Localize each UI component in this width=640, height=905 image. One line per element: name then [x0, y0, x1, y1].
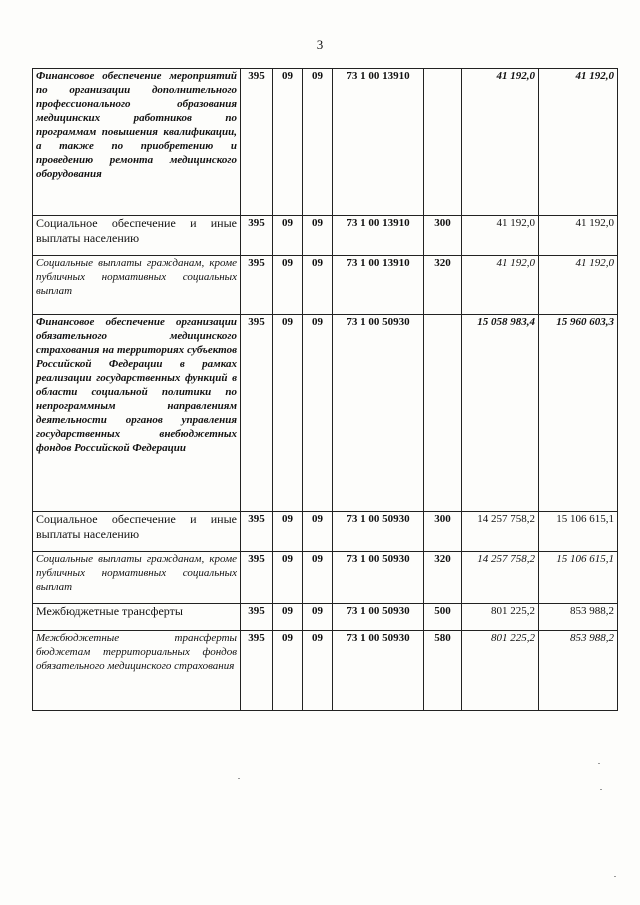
budget-table [32, 68, 618, 711]
target-article-code: 73 1 00 13910 [333, 216, 424, 256]
section-code: 09 [273, 69, 303, 216]
amount-year-2: 15 106 615,1 [539, 512, 618, 552]
amount-year-2: 853 988,2 [539, 604, 618, 631]
table-row [33, 216, 618, 256]
row-name: Финансовое обеспечение мероприятий по организации дополнительного профессионального образования медицинских работников по программам повышения квалификации, а также по приобретению и проведению ремонта медицинского оборудования [33, 69, 241, 216]
ministry-code: 395 [241, 631, 273, 711]
amount-year-1: 14 257 758,2 [462, 552, 539, 604]
target-article-code: 73 1 00 50930 [333, 512, 424, 552]
expense-type-code: 320 [424, 256, 462, 315]
section-code: 09 [273, 256, 303, 315]
amount-year-2: 15 106 615,1 [539, 552, 618, 604]
table-row [33, 631, 618, 711]
row-name: Социальное обеспечение и иные выплаты населению [33, 216, 241, 256]
subsection-code: 09 [303, 315, 333, 512]
table-row [33, 256, 618, 315]
row-name: Финансовое обеспечение организации обязательного медицинского страхования на территориях субъектов Российской Федерации в рамках реализации государственных функций в области социальной политики по непрограммным направлениям деятельности органов управления государственных внебюджетных фондов Российской Федерации [33, 315, 241, 512]
scan-speck [238, 778, 240, 779]
table-row [33, 512, 618, 552]
subsection-code: 09 [303, 631, 333, 711]
amount-year-2: 41 192,0 [539, 69, 618, 216]
subsection-code: 09 [303, 512, 333, 552]
ministry-code: 395 [241, 552, 273, 604]
ministry-code: 395 [241, 256, 273, 315]
amount-year-2: 41 192,0 [539, 256, 618, 315]
ministry-code: 395 [241, 512, 273, 552]
row-name: Социальные выплаты гражданам, кроме публичных нормативных социальных выплат [33, 552, 241, 604]
section-code: 09 [273, 552, 303, 604]
target-article-code: 73 1 00 50930 [333, 631, 424, 711]
subsection-code: 09 [303, 552, 333, 604]
section-code: 09 [273, 216, 303, 256]
row-name: Социальное обеспечение и иные выплаты населению [33, 512, 241, 552]
amount-year-2: 41 192,0 [539, 216, 618, 256]
expense-type-code: 300 [424, 216, 462, 256]
table-row [33, 315, 618, 512]
scan-speck [614, 876, 616, 877]
scan-speck [598, 763, 600, 764]
budget-table-body [33, 69, 618, 711]
subsection-code: 09 [303, 256, 333, 315]
expense-type-code: 300 [424, 512, 462, 552]
subsection-code: 09 [303, 69, 333, 216]
subsection-code: 09 [303, 604, 333, 631]
target-article-code: 73 1 00 50930 [333, 315, 424, 512]
section-code: 09 [273, 631, 303, 711]
row-name: Межбюджетные трансферты [33, 604, 241, 631]
expense-type-code: 500 [424, 604, 462, 631]
expense-type-code: 580 [424, 631, 462, 711]
amount-year-1: 15 058 983,4 [462, 315, 539, 512]
ministry-code: 395 [241, 315, 273, 512]
scan-speck [600, 789, 602, 790]
ministry-code: 395 [241, 216, 273, 256]
table-row [33, 552, 618, 604]
table-row [33, 69, 618, 216]
amount-year-1: 801 225,2 [462, 604, 539, 631]
section-code: 09 [273, 512, 303, 552]
amount-year-2: 15 960 603,3 [539, 315, 618, 512]
page-number: 3 [316, 37, 324, 52]
ministry-code: 395 [241, 69, 273, 216]
amount-year-1: 41 192,0 [462, 69, 539, 216]
section-code: 09 [273, 604, 303, 631]
expense-type-code [424, 315, 462, 512]
amount-year-1: 14 257 758,2 [462, 512, 539, 552]
amount-year-1: 801 225,2 [462, 631, 539, 711]
section-code: 09 [273, 315, 303, 512]
row-name: Межбюджетные трансферты бюджетам территориальных фондов обязательного медицинского страхования [33, 631, 241, 711]
target-article-code: 73 1 00 50930 [333, 552, 424, 604]
row-name: Социальные выплаты гражданам, кроме публичных нормативных социальных выплат [33, 256, 241, 315]
target-article-code: 73 1 00 50930 [333, 604, 424, 631]
ministry-code: 395 [241, 604, 273, 631]
target-article-code: 73 1 00 13910 [333, 69, 424, 216]
amount-year-1: 41 192,0 [462, 256, 539, 315]
expense-type-code [424, 69, 462, 216]
expense-type-code: 320 [424, 552, 462, 604]
table-row [33, 604, 618, 631]
subsection-code: 09 [303, 216, 333, 256]
amount-year-2: 853 988,2 [539, 631, 618, 711]
amount-year-1: 41 192,0 [462, 216, 539, 256]
target-article-code: 73 1 00 13910 [333, 256, 424, 315]
